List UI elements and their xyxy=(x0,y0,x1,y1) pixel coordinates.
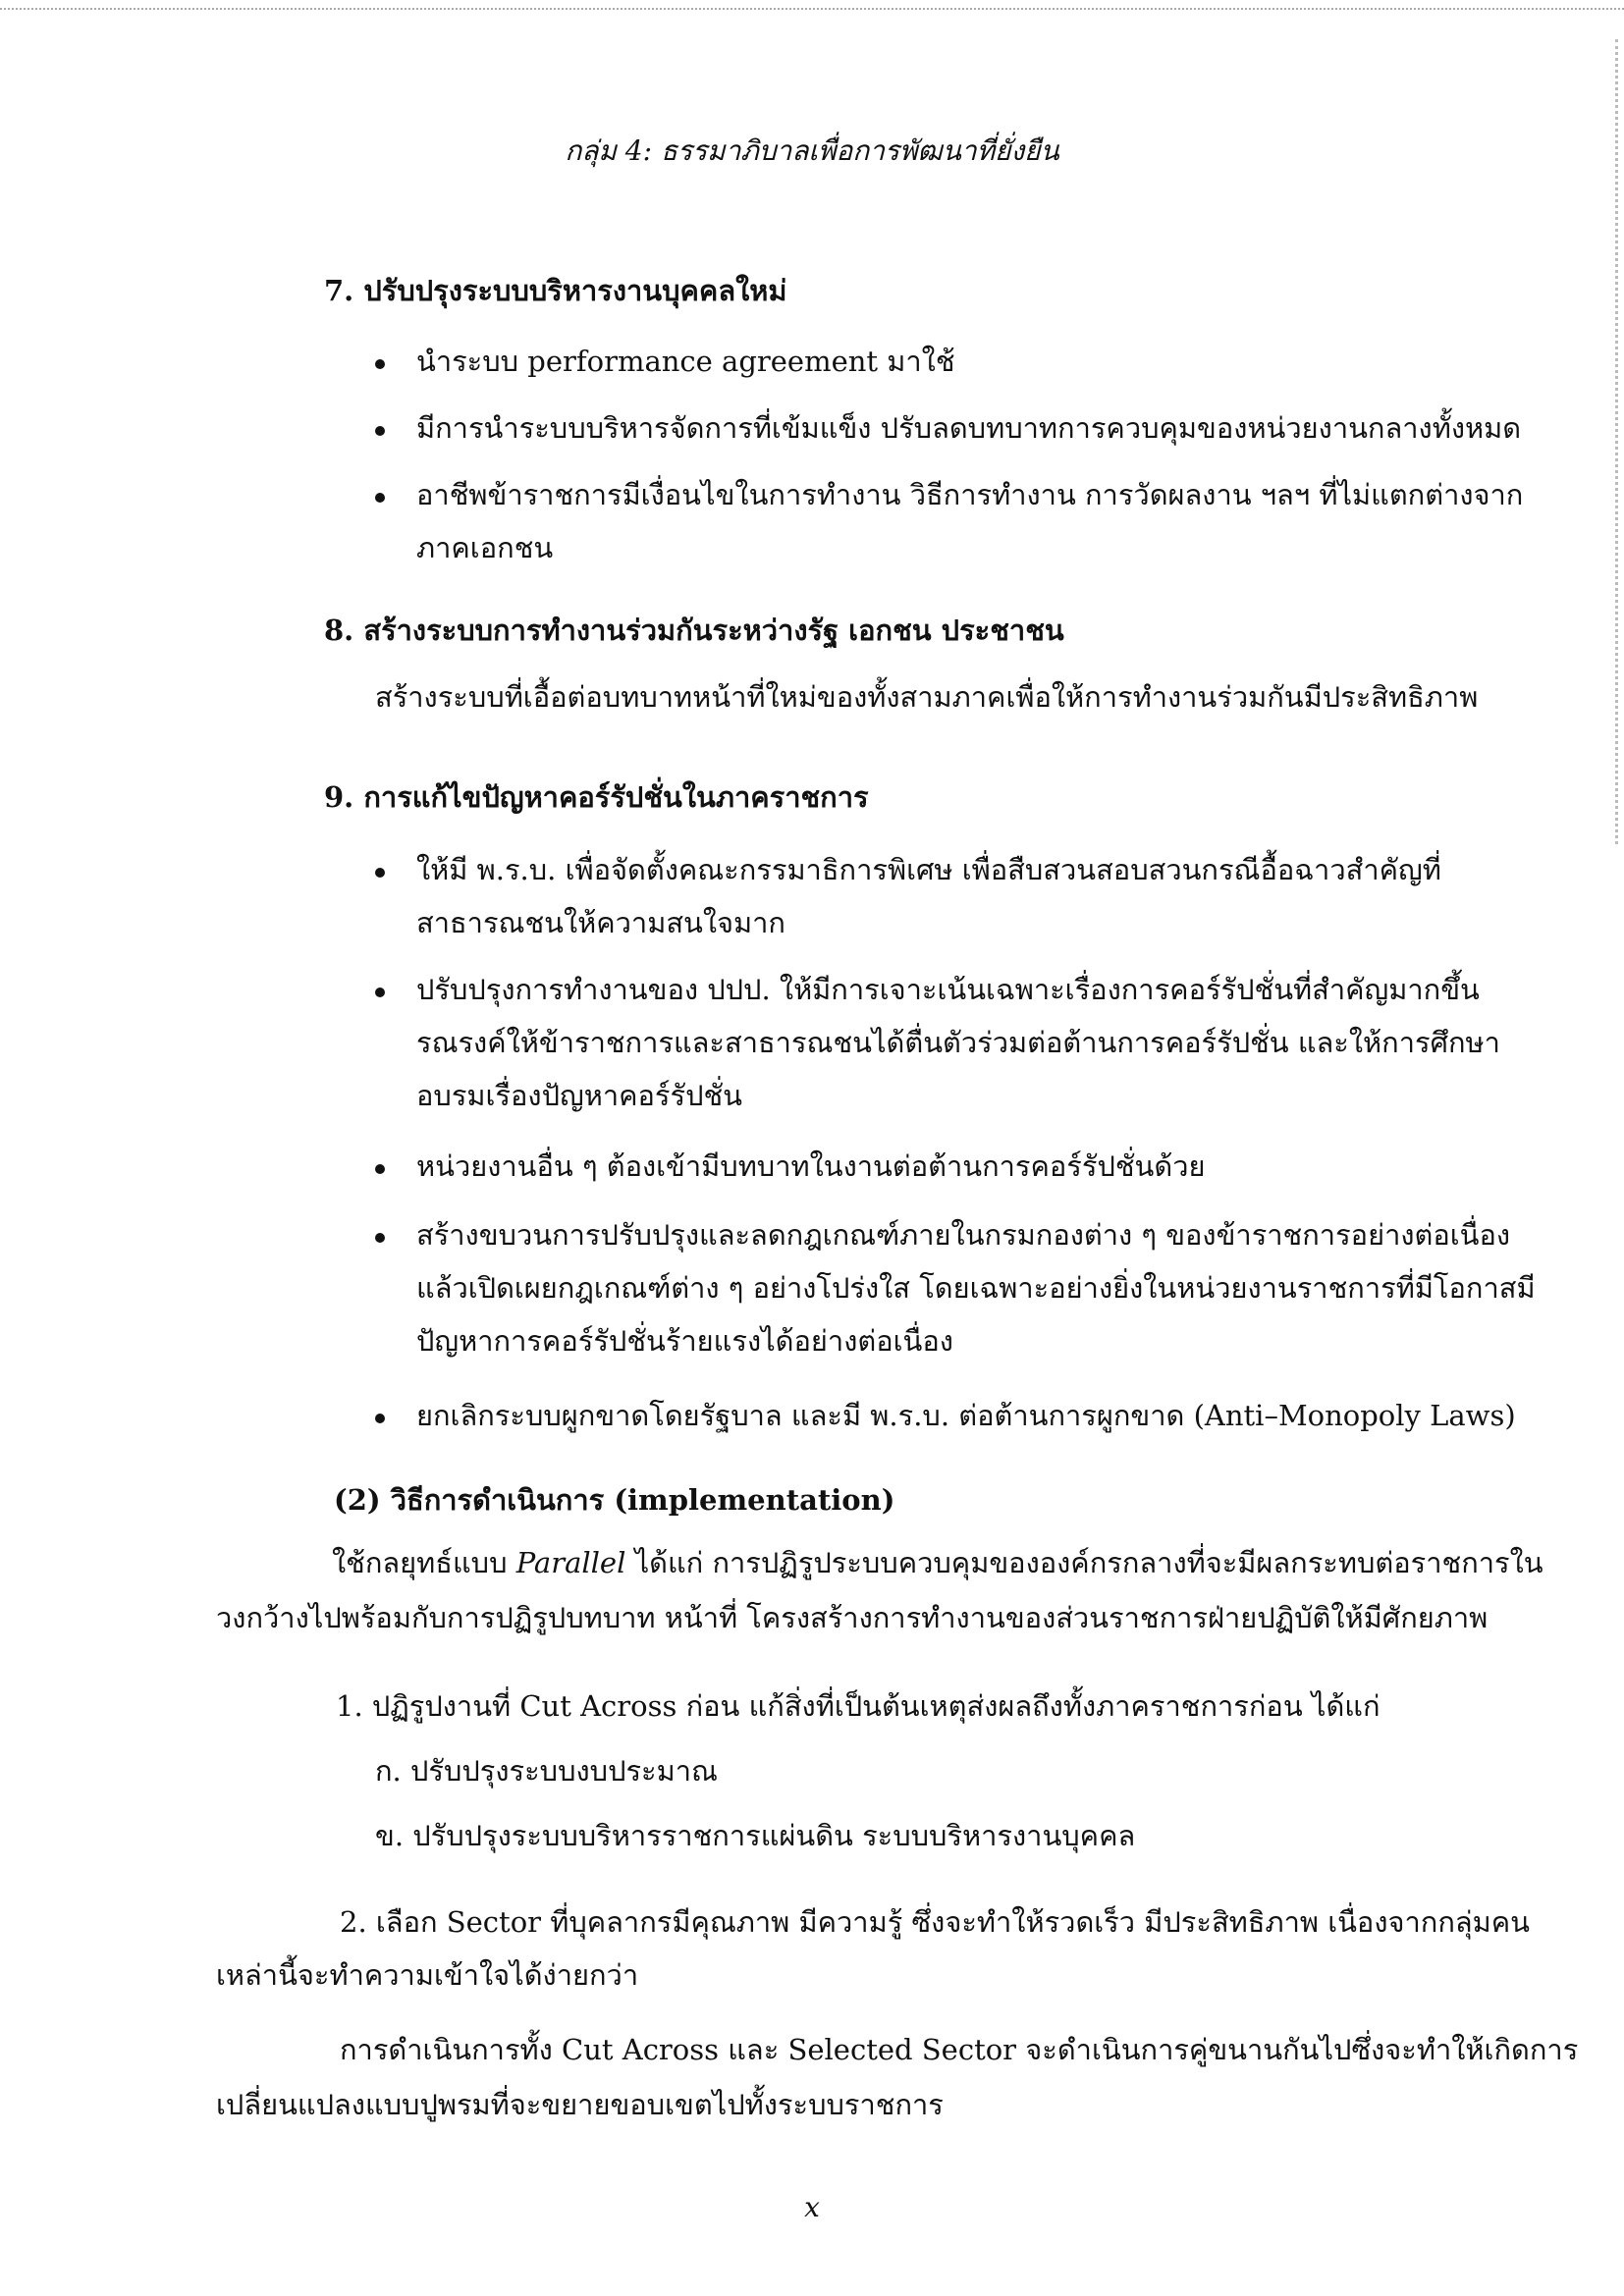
implementation-title: (2) วิธีการดำเนินการ (implementation) xyxy=(334,1483,895,1517)
implementation-item-2-line-1: 2. เลือก Sector ที่บุคลากรมีคุณภาพ มีความรู้ ซึ่งจะทำให้รวดเร็ว มีประสิทธิภาพ เนื่องจากกลุ่มคน xyxy=(340,1905,1531,1939)
section-9-title: 9. การแก้ไขปัญหาคอร์รัปชั่นในภาคราชการ xyxy=(324,780,869,814)
section-7-bullet-3-line-2: ภาคเอกชน xyxy=(416,531,554,564)
bullet-icon xyxy=(375,1233,385,1243)
section-9-bullet-4-line-3: ปัญหาการคอร์รัปชั่นร้ายแรงได้อย่างต่อเนื่อง xyxy=(416,1324,953,1358)
bullet-icon xyxy=(375,493,385,503)
section-9-bullet-5: ยกเลิกระบบผูกขาดโดยรัฐบาล และมี พ.ร.บ. ต่อต้านการผูกขาด (Anti–Monopoly Laws) xyxy=(416,1399,1516,1432)
bullet-icon xyxy=(375,1414,385,1423)
section-8-title: 8. สร้างระบบการทำงานร่วมกันระหว่างรัฐ เอกชน ประชาชน xyxy=(324,614,1064,647)
bullet-icon xyxy=(375,868,385,878)
implementation-item-1a: ก. ปรับปรุงระบบงบประมาณ xyxy=(375,1754,718,1788)
section-7-bullet-2: มีการนำระบบบริหารจัดการที่เข้มแข็ง ปรับลดบทบาทการควบคุมของหน่วยงานกลางทั้งหมด xyxy=(416,411,1522,445)
section-7-bullet-3-line-1: อาชีพข้าราชการมีเงื่อนไขในการทำงาน วิธีการทำงาน การวัดผลงาน ฯลฯ ที่ไม่แตกต่างจาก xyxy=(416,478,1524,511)
section-9-bullet-2-line-3: อบรมเรื่องปัญหาคอร์รัปชั่น xyxy=(416,1079,742,1112)
bullet-icon xyxy=(375,1164,385,1174)
bullet-icon xyxy=(375,426,385,436)
section-9-bullet-4-line-1: สร้างขบวนการปรับปรุงและลดกฎเกณฑ์ภายในกรมกองต่าง ๆ ของข้าราชการอย่างต่อเนื่อง xyxy=(416,1218,1511,1252)
implementation-paragraph-2-line-2: เปลี่ยนแปลงแบบปูพรมที่จะขยายขอบเขตไปทั้งระบบราชการ xyxy=(216,2088,944,2121)
running-header: กลุ่ม 4: ธรรมาภิบาลเพื่อการพัฒนาที่ยั่งยืน xyxy=(565,134,1059,167)
section-9-bullet-4-line-2: แล้วเปิดเผยกฎเกณฑ์ต่าง ๆ อย่างโปร่งใส โดยเฉพาะอย่างยิ่งในหน่วยงานราชการที่มีโอกาสมี xyxy=(416,1271,1536,1305)
implementation-item-1: 1. ปฏิรูปงานที่ Cut Across ก่อน แก้สิ่งที่เป็นต้นเหตุส่งผลถึงทั้งภาคราชการก่อน ได้แก่ xyxy=(336,1689,1380,1723)
section-7-bullet-1: นำระบบ performance agreement มาใช้ xyxy=(416,345,955,378)
implementation-item-1b: ข. ปรับปรุงระบบบริหารราชการแผ่นดิน ระบบบริหารงานบุคคล xyxy=(375,1819,1136,1852)
section-9-bullet-2-line-1: ปรับปรุงการทำงานของ ปปป. ให้มีการเจาะเน้นเฉพาะเรื่องการคอร์รัปชั่นที่สำคัญมากขึ้น xyxy=(416,973,1480,1006)
section-8-body: สร้างระบบที่เอื้อต่อบทบาทหน้าที่ใหม่ของทั้งสามภาคเพื่อให้การทำงานร่วมกันมีประสิทธิภาพ xyxy=(375,680,1479,714)
scan-edge-top xyxy=(0,8,1624,10)
section-9-bullet-1-line-2: สาธารณชนให้ความสนใจมาก xyxy=(416,906,785,939)
bullet-icon xyxy=(375,988,385,997)
implementation-paragraph-1-line-2: วงกว้างไปพร้อมกับการปฏิรูปบทบาท หน้าที่ โครงสร้างการทำงานของส่วนราชการฝ่ายปฏิบัติให้มีศักยภาพ xyxy=(216,1601,1489,1634)
section-7-title: 7. ปรับปรุงระบบบริหารงานบุคคลใหม่ xyxy=(324,274,787,307)
section-9-bullet-3: หน่วยงานอื่น ๆ ต้องเข้ามีบทบาทในงานต่อต้านการคอร์รัปชั่นด้วย xyxy=(416,1149,1206,1183)
bullet-icon xyxy=(375,359,385,369)
section-9-bullet-2-line-2: รณรงค์ให้ข้าราชการและสาธารณชนได้ตื่นตัวร่วมต่อต้านการคอร์รัปชั่น และให้การศึกษา xyxy=(416,1026,1500,1059)
implementation-paragraph-2-line-1: การดำเนินการทั้ง Cut Across และ Selected Sector จะดำเนินการคู่ขนานกันไปซึ่งจะทำให้เกิดการ xyxy=(340,2033,1579,2066)
implementation-item-2-line-2: เหล่านี้จะทำความเข้าใจได้ง่ายกว่า xyxy=(216,1958,639,1992)
page-number: x xyxy=(804,2191,820,2223)
implementation-paragraph-1-line-1: ใช้กลยุทธ์แบบ Parallel ได้แก่ การปฏิรูประบบควบคุมขององค์กรกลางที่จะมีผลกระทบต่อราชการใน xyxy=(332,1546,1543,1579)
section-9-bullet-1-line-1: ให้มี พ.ร.บ. เพื่อจัดตั้งคณะกรรมาธิการพิเศษ เพื่อสืบสวนสอบสวนกรณีอื้อฉาวสำคัญที่ xyxy=(416,853,1441,886)
